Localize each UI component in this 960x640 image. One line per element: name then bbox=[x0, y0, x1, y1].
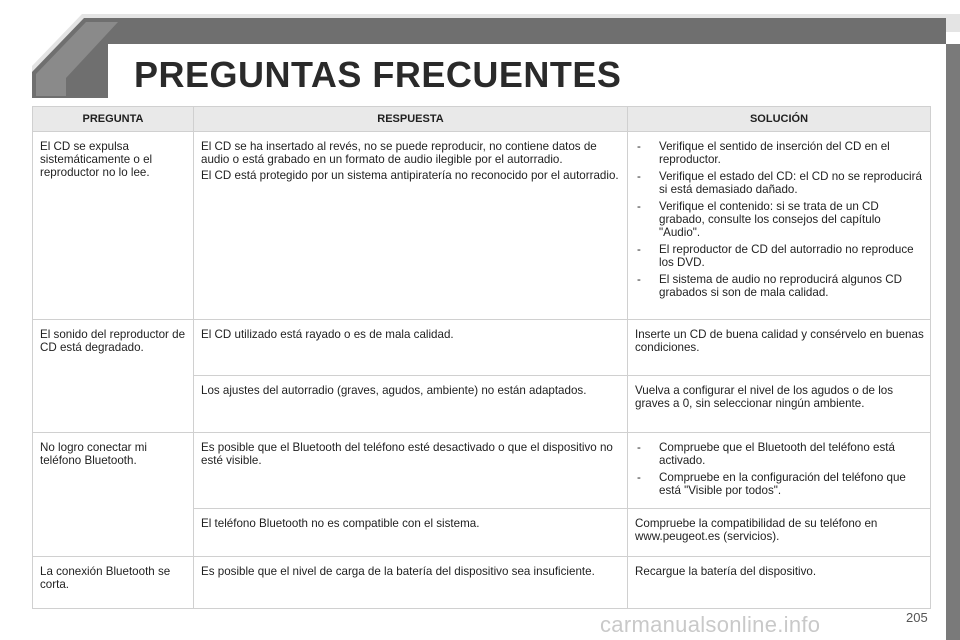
answer-text: El CD está protegido por un sistema antipiratería no reconocido por el autorradio. bbox=[201, 169, 619, 182]
table-row bbox=[33, 132, 931, 320]
question-cell: El CD se expulsa sistemáticamente o el reproductor no lo lee. bbox=[33, 132, 194, 320]
solution-item: - Compruebe que el Bluetooth del teléfono está activado. bbox=[635, 441, 924, 467]
table-header-row bbox=[33, 107, 931, 132]
solution-cell: Recargue la batería del dispositivo. bbox=[628, 557, 931, 609]
solution-item: - Verifique el estado del CD: el CD no se reproducirá si está demasiado dañado. bbox=[635, 170, 924, 196]
faq-table bbox=[32, 106, 931, 609]
table-row bbox=[33, 557, 931, 609]
side-bar bbox=[946, 44, 960, 640]
question-cell: El sonido del reproductor de CD está degradado. bbox=[33, 320, 194, 433]
solution-cell: Vuelva a configurar el nivel de los agudos o de los graves a 0, sin seleccionar ningún ambiente. bbox=[628, 376, 931, 433]
answer-cell: El teléfono Bluetooth no es compatible con el sistema. bbox=[194, 509, 628, 557]
answer-cell: Los ajustes del autorradio (graves, agudos, ambiente) no están adaptados. bbox=[194, 376, 628, 433]
header-pregunta: PREGUNTA bbox=[33, 107, 194, 132]
answer-cell: Es posible que el nivel de carga de la batería del dispositivo sea insuficiente. bbox=[194, 557, 628, 609]
table-row bbox=[33, 320, 931, 376]
header-solucion: SOLUCIÓN bbox=[628, 107, 931, 132]
answer-text: El CD se ha insertado al revés, no se puede reproducir, no contiene datos de audio o está grabado en un formato de audio ilegible por el autorradio. bbox=[201, 140, 597, 166]
solution-cell bbox=[628, 132, 931, 320]
solution-cell: Compruebe la compatibilidad de su teléfono en www.peugeot.es (servicios). bbox=[628, 509, 931, 557]
solution-list bbox=[635, 140, 924, 299]
solution-item: - El sistema de audio no reproducirá algunos CD grabados si son de mala calidad. bbox=[635, 273, 924, 299]
solution-cell: Inserte un CD de buena calidad y consérvelo en buenas condiciones. bbox=[628, 320, 931, 376]
page-title: PREGUNTAS FRECUENTES bbox=[134, 54, 622, 95]
question-cell: La conexión Bluetooth se corta. bbox=[33, 557, 194, 609]
answer-cell: Es posible que el Bluetooth del teléfono esté desactivado o que el dispositivo no esté visible. bbox=[194, 433, 628, 509]
page-number: 205 bbox=[906, 610, 928, 625]
table-row bbox=[33, 433, 931, 509]
header-respuesta: RESPUESTA bbox=[194, 107, 628, 132]
solution-item: - El reproductor de CD del autorradio no reproduce los DVD. bbox=[635, 243, 924, 269]
solution-cell bbox=[628, 433, 931, 509]
solution-item: - Compruebe en la configuración del teléfono que está "Visible por todos". bbox=[635, 471, 924, 497]
answer-cell: El CD utilizado está rayado o es de mala calidad. bbox=[194, 320, 628, 376]
solution-item: - Verifique el sentido de inserción del CD en el reproductor. bbox=[635, 140, 924, 166]
question-cell: No logro conectar mi teléfono Bluetooth. bbox=[33, 433, 194, 557]
answer-cell bbox=[194, 132, 628, 320]
watermark: carmanualsonline.info bbox=[600, 612, 821, 637]
solution-list bbox=[635, 441, 924, 497]
solution-item: - Verifique el contenido: si se trata de un CD grabado, consulte los consejos del capítulo "Audio". bbox=[635, 200, 924, 239]
